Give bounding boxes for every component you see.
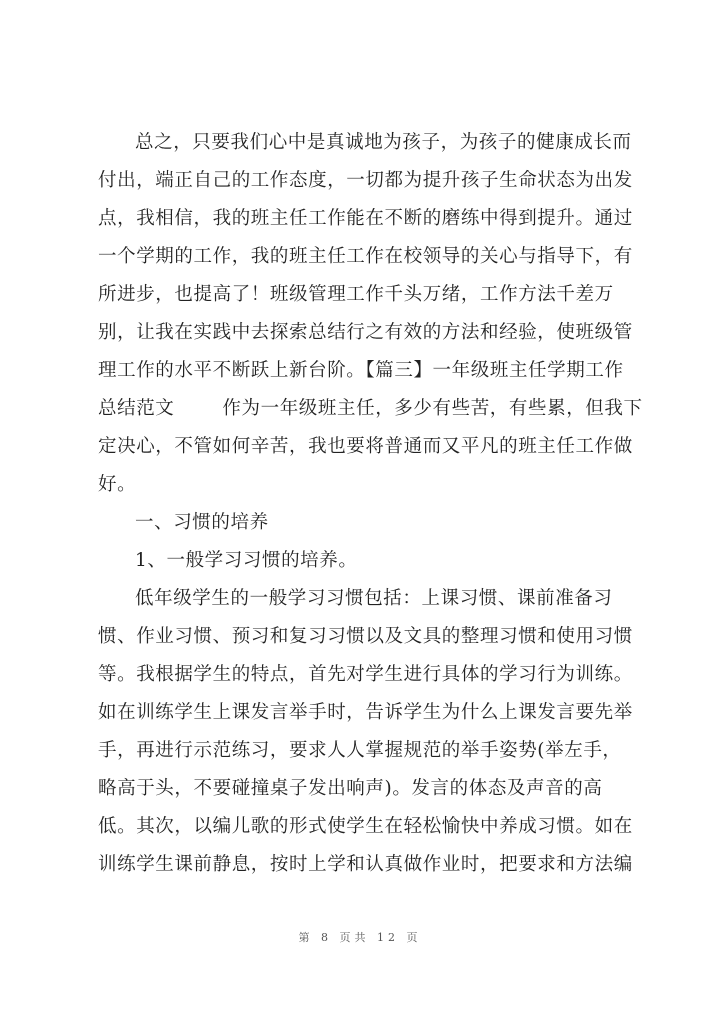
paragraph-line: 点，我相信，我的班主任工作能在不断的磨练中得到提升。通过 — [98, 208, 633, 229]
paragraph-line: 理工作的水平不断跃上新台阶。【篇三】一年级班主任学期工作 — [98, 360, 624, 381]
paragraph-line-split — [98, 390, 643, 428]
paragraph-line: 付出，端正自己的工作态度，一切都为提升孩子生命状态为出发 — [98, 170, 633, 191]
paragraph-line: 等。我根据学生的特点，首先对学生进行具体的学习行为训练。 — [98, 664, 633, 685]
paragraph-line: 定决心，不管如何辛苦，我也要将普通而又平凡的班主任工作做 — [98, 436, 633, 457]
paragraph-line: 训练学生课前静息，按时上学和认真做作业时，把要求和方法编 — [98, 854, 633, 875]
subsection-heading: 1、一般学习习惯的培养。 — [135, 550, 358, 571]
paragraph-line: 手，再进行示范练习，要求人人掌握规范的举手姿势(举左手， — [98, 740, 622, 761]
paragraph-line: 别，让我在实践中去探索总结行之有效的方法和经验，使班级管 — [98, 322, 633, 343]
page-number-footer: 第 8 页共 12 页 — [298, 931, 422, 944]
paragraph-line: 总之，只要我们心中是真诚地为孩子，为孩子的健康成长而 — [135, 132, 632, 153]
paragraph-line: 一个学期的工作，我的班主任工作在校领导的关心与指导下，有 — [98, 246, 633, 267]
section-title-fragment: 总结范文 — [98, 398, 175, 419]
paragraph-line: 好。 — [98, 474, 137, 495]
paragraph-line: 低年级学生的一般学习习惯包括：上课习惯、课前准备习 — [135, 588, 613, 609]
paragraph-line: 惯、作业习惯、预习和复习习惯以及文具的整理习惯和使用习惯 — [98, 626, 633, 647]
paragraph-line: 略高于头，不要碰撞桌子发出响声)。发言的体态及声音的高 — [98, 778, 603, 799]
paragraph-line: 所进步，也提高了！班级管理工作千头万绪，工作方法千差万 — [98, 284, 614, 305]
paragraph-fragment: 作为一年级班主任，多少有些苦，有些累，但我下 — [222, 398, 643, 419]
document-body — [98, 124, 643, 884]
paragraph-line: 如在训练学生上课发言举手时，告诉学生为什么上课发言要先举 — [98, 702, 633, 723]
paragraph-line: 低。其次，以编儿歌的形式使学生在轻松愉快中养成习惯。如在 — [98, 816, 633, 837]
section-heading: 一、习惯的培养 — [135, 512, 269, 533]
